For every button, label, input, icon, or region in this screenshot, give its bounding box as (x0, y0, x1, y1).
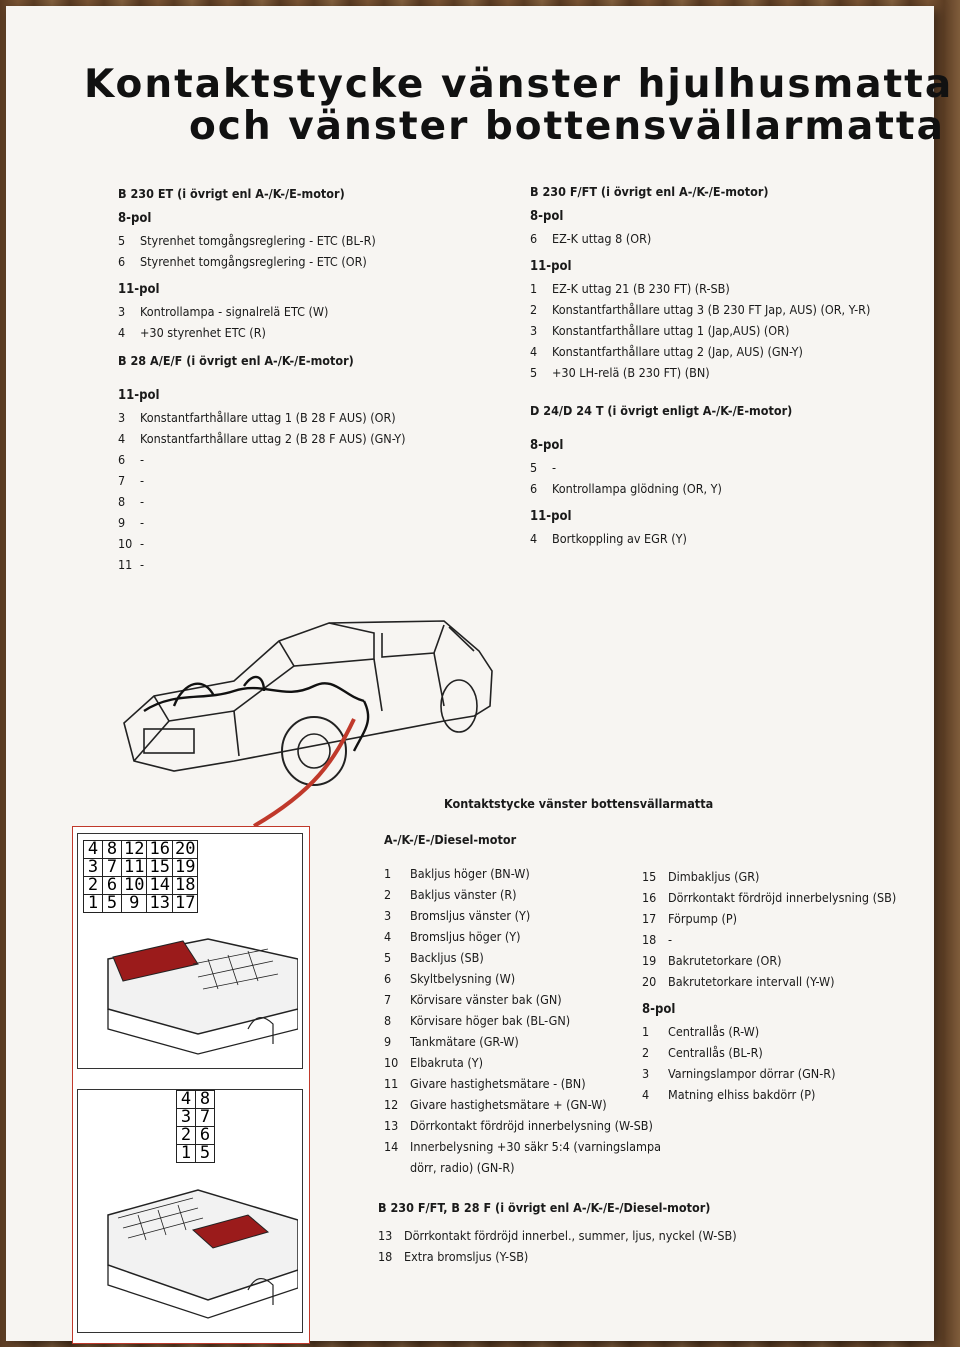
bottom-8pol-item-number: 1 (642, 1024, 650, 1039)
bottom-a-item-number: 3 (384, 908, 392, 923)
b230f-11pol-item-number: 3 (530, 323, 538, 338)
bottom-list-b (642, 866, 932, 992)
bottom-b230-area (378, 1200, 918, 1267)
grid20-pin: 1 (84, 895, 103, 913)
d24-8pol-label: 8-pol (530, 438, 564, 453)
grid20-pin: 20 (172, 841, 197, 859)
bottom-b-item-text: Dimbakljus (GR) (668, 869, 760, 884)
bottom-b-item (642, 950, 932, 971)
bottom-8pol-list (642, 1021, 932, 1105)
bottom-8pol-item-text: Centrallås (R-W) (668, 1024, 760, 1039)
b230f-8pol-label: 8-pol (530, 209, 564, 224)
b230et-header: B 230 ET (i övrigt enl A-/K-/E-motor) (118, 186, 345, 201)
bottom-8pol-item-number: 3 (642, 1066, 650, 1081)
bottom-section-title: Kontaktstycke vänster bottensvällarmatta (444, 796, 714, 811)
bottom-a-item-text: dörr, radio) (GN-R) (410, 1160, 515, 1175)
bottom-b-item-number: 19 (642, 953, 657, 968)
bottom-b-item-number: 17 (642, 911, 657, 926)
grid20-pin: 6 (103, 877, 122, 895)
bottom-a-item-text: Bakljus vänster (R) (410, 887, 517, 902)
b230-b28-item (378, 1246, 918, 1267)
bottom-a-item (384, 1073, 634, 1094)
b28-11pol-item (118, 491, 458, 512)
bottom-a-item-text: Bromsljus höger (Y) (410, 929, 521, 944)
grid8-pin: 8 (196, 1091, 215, 1109)
d24-11pol-item-number: 4 (530, 531, 538, 546)
grid8-pin: 6 (196, 1127, 215, 1145)
b230-b28-header: B 230 F/FT, B 28 F (i övrigt enl A-/K-/E-/Diesel-motor) (378, 1200, 711, 1215)
bottom-b-item-number: 16 (642, 890, 657, 905)
grid8-pin: 4 (177, 1091, 196, 1109)
bottom-a-item-number: 8 (384, 1013, 392, 1028)
bottom-a-item (384, 1052, 634, 1073)
bottom-b-item-text: - (668, 932, 673, 947)
b230et-8pol-list (118, 230, 458, 272)
bottom-8pol-item (642, 1084, 932, 1105)
pin-grid-20pol (83, 840, 198, 913)
b28-11pol-item-text: Konstantfarthållare uttag 1 (B 28 F AUS) (OR) (140, 410, 396, 425)
b28-11pol-item (118, 512, 458, 533)
title-line-1: Kontaktstycke vänster hjulhusmatta (84, 62, 954, 107)
b28-11pol-list (118, 407, 458, 575)
grid20-pin: 3 (84, 859, 103, 877)
d24-8pol-item (530, 478, 910, 499)
grid20-pin: 18 (172, 877, 197, 895)
bottom-a-item-number: 5 (384, 950, 392, 965)
b28-11pol-item (118, 428, 458, 449)
grid20-pin: 4 (84, 841, 103, 859)
b230-b28-item (378, 1225, 918, 1246)
bottom-a-item-text: Körvisare höger bak (BL-GN) (410, 1013, 571, 1028)
bottom-a-item-number: 12 (384, 1097, 399, 1112)
grid20-pin: 8 (103, 841, 122, 859)
b230f-11pol-item (530, 341, 910, 362)
b230f-11pol-list (530, 278, 910, 383)
grid8-row (177, 1091, 215, 1109)
bottom-8pol-item-text: Centrallås (BL-R) (668, 1045, 763, 1060)
grid20-pin: 12 (122, 841, 147, 859)
bottom-8pol-item (642, 1063, 932, 1084)
right-column (530, 184, 910, 549)
b230f-11pol-item-text: +30 LH-relä (B 230 FT) (BN) (552, 365, 710, 380)
bottom-a-item-text: Givare hastighetsmätare + (GN-W) (410, 1097, 607, 1112)
d24-8pol-item (530, 457, 910, 478)
b28-11pol-item (118, 554, 458, 575)
b230f-11pol-item-number: 1 (530, 281, 538, 296)
bottom-b-item (642, 929, 932, 950)
d24-11pol-list (530, 528, 910, 549)
b28-11pol-item-number: 7 (118, 473, 126, 488)
grid20-pin: 9 (122, 895, 147, 913)
grid8-pin: 1 (177, 1145, 196, 1163)
d24-8pol-item-number: 5 (530, 460, 538, 475)
bottom-8pol-item (642, 1021, 932, 1042)
bottom-a-item (384, 905, 634, 926)
grid20-pin: 11 (122, 859, 147, 877)
bottom-a-item-number: 1 (384, 866, 392, 881)
b230f-11pol-item-number: 2 (530, 302, 538, 317)
bottom-8pol-item-number: 2 (642, 1045, 650, 1060)
bottom-b-item-number: 20 (642, 974, 657, 989)
b28-11pol-item (118, 533, 458, 554)
bottom-list-b-column (642, 866, 932, 1105)
b230f-8pol-item-number: 6 (530, 231, 538, 246)
b230-b28-list (378, 1225, 918, 1267)
b28-11pol-item (118, 470, 458, 491)
grid8-row (177, 1109, 215, 1127)
bottom-b-item (642, 908, 932, 929)
b230et-11pol-item (118, 301, 458, 322)
b230f-11pol-item-number: 4 (530, 344, 538, 359)
grid20-pin: 17 (172, 895, 197, 913)
b28-11pol-item-text: - (140, 536, 145, 551)
bottom-a-item-number: 10 (384, 1055, 399, 1070)
bottom-a-item (384, 926, 634, 947)
d24-11pol-label: 11-pol (530, 509, 572, 524)
b230et-8pol-item (118, 230, 458, 251)
b230f-header: B 230 F/FT (i övrigt enl A-/K-/E-motor) (530, 184, 769, 199)
grid8-pin: 2 (177, 1127, 196, 1145)
b230-b28-item-text: Extra bromsljus (Y-SB) (404, 1249, 529, 1264)
b230f-11pol-item-text: Konstantfarthållare uttag 2 (Jap, AUS) (GN-Y) (552, 344, 803, 359)
d24-11pol-item-text: Bortkoppling av EGR (Y) (552, 531, 687, 546)
d24-11pol-item (530, 528, 910, 549)
b230f-11pol-item-text: EZ-K uttag 21 (B 230 FT) (R-SB) (552, 281, 730, 296)
bottom-a-item (384, 1136, 662, 1157)
b28-11pol-item-text: Konstantfarthållare uttag 2 (B 28 F AUS) (GN-Y) (140, 431, 406, 446)
bottom-a-item (384, 1094, 634, 1115)
b28-11pol-item-text: - (140, 557, 145, 572)
b230et-11pol-label: 11-pol (118, 282, 160, 297)
grid8-pin: 3 (177, 1109, 196, 1127)
b230f-11pol-item-text: Konstantfarthållare uttag 1 (Jap,AUS) (OR) (552, 323, 790, 338)
bottom-a-item-text: Tankmätare (GR-W) (410, 1034, 519, 1049)
bottom-8pol-label: 8-pol (642, 1002, 676, 1017)
bottom-a-item (384, 1115, 653, 1136)
connector-20pol-illustration (98, 919, 298, 1059)
b230et-8pol-label: 8-pol (118, 211, 152, 226)
b230et-8pol-item (118, 251, 458, 272)
bottom-b-item (642, 887, 932, 908)
b230et-8pol-item-text: Styrenhet tomgångsreglering - ETC (OR) (140, 254, 367, 269)
b230f-8pol-list (530, 228, 910, 249)
bottom-a-item (384, 968, 634, 989)
bottom-subheader: A-/K-/E-/Diesel-motor (384, 832, 517, 847)
b230et-11pol-item-text: Kontrollampa - signalrelä ETC (W) (140, 304, 329, 319)
b230et-8pol-item-number: 5 (118, 233, 126, 248)
b28-11pol-item-text: - (140, 515, 145, 530)
bottom-b-item-number: 15 (642, 869, 657, 884)
bottom-8pol-item-number: 4 (642, 1087, 650, 1102)
b28-header: B 28 A/E/F (i övrigt enl A-/K-/E-motor) (118, 353, 354, 368)
bottom-a-item-text: Elbakruta (Y) (410, 1055, 484, 1070)
bottom-a-item-text: Backljus (SB) (410, 950, 484, 965)
b230-b28-item-number: 13 (378, 1228, 393, 1243)
bottom-a-item (384, 947, 634, 968)
bottom-title-area (444, 796, 784, 821)
bottom-b-item-number: 18 (642, 932, 657, 947)
bottom-a-item-number: 4 (384, 929, 392, 944)
manual-page (6, 6, 954, 1341)
connector-diagram-box (72, 826, 310, 1344)
b28-11pol-item-text: - (140, 494, 145, 509)
bottom-a-item (384, 1010, 634, 1031)
grid20-pin: 19 (172, 859, 197, 877)
grid8-row (177, 1127, 215, 1145)
b230f-8pol-item (530, 228, 910, 249)
d24-header: D 24/D 24 T (i övrigt enligt A-/K-/E-motor) (530, 403, 793, 418)
grid20-pin: 13 (147, 895, 172, 913)
d24-8pol-item-text: Kontrollampa glödning (OR, Y) (552, 481, 722, 496)
bottom-b-item-text: Förpump (P) (668, 911, 738, 926)
b28-11pol-item-number: 4 (118, 431, 126, 446)
title-line-2: och vänster bottensvällarmatta (189, 104, 945, 149)
b28-11pol-item-number: 3 (118, 410, 126, 425)
bottom-a-item-number: 11 (384, 1076, 399, 1091)
bottom-a-item-text: Skyltbelysning (W) (410, 971, 516, 986)
connector-8pol-panel (77, 1089, 303, 1333)
b28-11pol-item-text: - (140, 473, 145, 488)
bottom-a-item-number: 14 (384, 1139, 399, 1154)
grid20-row (84, 877, 198, 895)
b230et-11pol-item-number: 3 (118, 304, 126, 319)
bottom-a-item-text: Dörrkontakt fördröjd innerbelysning (W-SB) (410, 1118, 653, 1133)
b230-b28-item-number: 18 (378, 1249, 393, 1264)
b28-11pol-item-text: - (140, 452, 145, 467)
b230f-11pol-item (530, 278, 910, 299)
pin-grid-8pol (176, 1090, 215, 1163)
bottom-a-item-number: 2 (384, 887, 392, 902)
b230et-11pol-item (118, 322, 458, 343)
bottom-8pol-item-text: Varningslampor dörrar (GN-R) (668, 1066, 836, 1081)
bottom-a-item-text: Givare hastighetsmätare - (BN) (410, 1076, 586, 1091)
b230et-11pol-item-number: 4 (118, 325, 126, 340)
bottom-a-item (384, 884, 634, 905)
b230f-11pol-item (530, 320, 910, 341)
grid8-pin: 7 (196, 1109, 215, 1127)
grid20-row (84, 841, 198, 859)
bottom-a-item-text: Bakljus höger (BN-W) (410, 866, 530, 881)
b230f-11pol-item-number: 5 (530, 365, 538, 380)
left-column (118, 186, 458, 575)
bottom-b-item (642, 866, 932, 887)
grid20-row (84, 895, 198, 913)
page-title (84, 62, 954, 149)
bottom-a-item (384, 1031, 634, 1052)
bottom-b-item-text: Bakrutetorkare (OR) (668, 953, 782, 968)
b230f-8pol-item-text: EZ-K uttag 8 (OR) (552, 231, 652, 246)
bottom-b-item-text: Dörrkontakt fördröjd innerbelysning (SB) (668, 890, 897, 905)
b230et-11pol-list (118, 301, 458, 343)
b28-11pol-item-number: 10 (118, 536, 133, 551)
bottom-b-item (642, 971, 932, 992)
grid20-pin: 14 (147, 877, 172, 895)
bottom-a-item-number: 9 (384, 1034, 392, 1049)
bottom-8pol-item-text: Matning elhiss bakdörr (P) (668, 1087, 816, 1102)
bottom-a-item (384, 989, 634, 1010)
b28-11pol-item-number: 6 (118, 452, 126, 467)
bottom-a-item (384, 863, 634, 884)
bottom-a-item-number: 7 (384, 992, 392, 1007)
b28-11pol-label: 11-pol (118, 388, 160, 403)
bottom-8pol-item (642, 1042, 932, 1063)
grid20-pin: 10 (122, 877, 147, 895)
b230et-8pol-item-text: Styrenhet tomgångsreglering - ETC (BL-R) (140, 233, 376, 248)
b28-11pol-item-number: 8 (118, 494, 126, 509)
grid20-pin: 15 (147, 859, 172, 877)
d24-8pol-item-text: - (552, 460, 557, 475)
bottom-a-item-text: Körvisare vänster bak (GN) (410, 992, 562, 1007)
b230et-11pol-item-text: +30 styrenhet ETC (R) (140, 325, 266, 340)
b28-11pol-item-number: 9 (118, 515, 126, 530)
bottom-a-item-text: Innerbelysning +30 säkr 5:4 (varningslampa (410, 1139, 662, 1154)
grid20-pin: 7 (103, 859, 122, 877)
bottom-b-item-text: Bakrutetorkare intervall (Y-W) (668, 974, 835, 989)
b230f-11pol-label: 11-pol (530, 259, 572, 274)
b28-11pol-item (118, 449, 458, 470)
d24-8pol-item-number: 6 (530, 481, 538, 496)
b28-11pol-item (118, 407, 458, 428)
bottom-a-item-number: 13 (384, 1118, 399, 1133)
connector-20pol-panel (77, 833, 303, 1069)
bottom-a-item-text: Bromsljus vänster (Y) (410, 908, 531, 923)
b230et-8pol-item-number: 6 (118, 254, 126, 269)
grid8-pin: 5 (196, 1145, 215, 1163)
d24-8pol-list (530, 457, 910, 499)
bottom-a-item (384, 1157, 634, 1178)
bottom-a-item-number: 6 (384, 971, 392, 986)
b230f-11pol-item (530, 362, 910, 383)
connector-8pol-illustration (98, 1170, 298, 1320)
b230f-11pol-item-text: Konstantfarthållare uttag 3 (B 230 FT Jap, AUS) (OR, Y-R) (552, 302, 871, 317)
grid20-pin: 2 (84, 877, 103, 895)
b230-b28-item-text: Dörrkontakt fördröjd innerbel., summer, ljus, nyckel (W-SB) (404, 1228, 737, 1243)
b28-11pol-item-number: 11 (118, 557, 133, 572)
grid20-pin: 5 (103, 895, 122, 913)
b230f-11pol-item (530, 299, 910, 320)
grid8-row (177, 1145, 215, 1163)
grid20-row (84, 859, 198, 877)
grid20-pin: 16 (147, 841, 172, 859)
